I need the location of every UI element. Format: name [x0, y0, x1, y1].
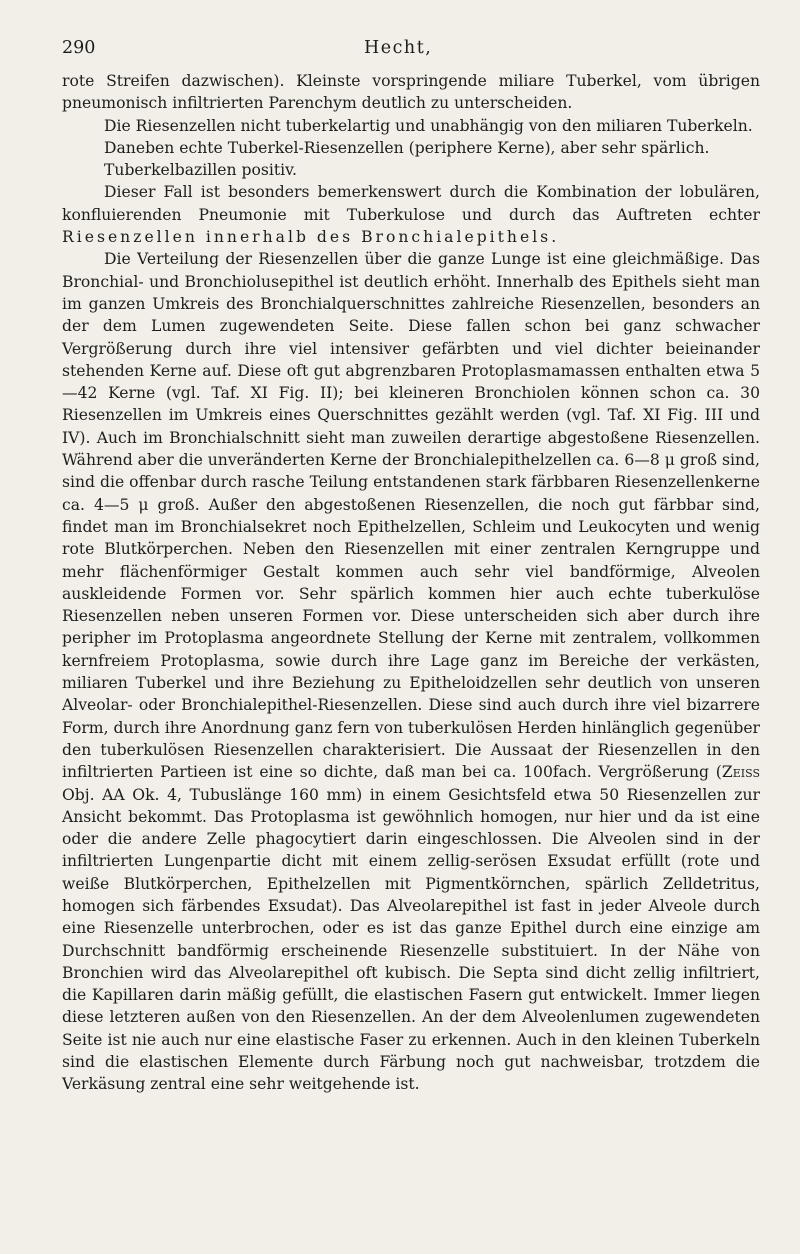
paragraph: Dieser Fall ist besonders bemerkenswert durch die Kombination der lobulären, konfluierenden Pneumonie mit Tuberkulose und durch das Auftreten echter Riesenzellen innerhalb des Bronchialepithels.: [62, 183, 760, 247]
emphasized-phrase: Riesenzellen innerhalb des Bronchialepithels: [62, 228, 552, 247]
page-header: [62, 38, 760, 70]
running-head: Hecht,: [364, 38, 433, 58]
paragraph: Tuberkelbazillen positiv.: [104, 161, 297, 180]
page-number: 290: [62, 38, 96, 58]
body-text: [62, 70, 760, 1096]
author-name: Zeiss: [721, 763, 760, 782]
paragraph: Daneben echte Tuberkel-Riesenzellen (periphere Kerne), aber sehr spärlich.: [104, 138, 710, 157]
paragraph: rote Streifen dazwischen). Kleinste vorspringende miliare Tuberkel, vom übrigen pneumonisch infiltrierten Parenchym deutlich zu unterscheiden.: [62, 72, 760, 113]
paragraph: Die Riesenzellen nicht tuberkelartig und unabhängig von den miliaren Tuberkeln.: [104, 116, 753, 135]
paragraph: Die Verteilung der Riesenzellen über die ganze Lunge ist eine gleichmäßige. Das Bronchial- und Bronchiolusepithel ist deutlich erhöht. Innerhalb des Epithels sieht man im ganzen Umkreis des Bronchialquerschnittes zahlreiche Riesenzellen, besonders an der dem Lumen zugewendeten Seite. Diese fallen schon bei ganz schwacher Vergrößerung durch ihre viel intensiver gefärbten und viel dichter beieinander stehenden Kerne auf. Diese oft gut abgrenzbaren Protoplasmamassen enthalten etwa 5—42 Kerne (vgl. Taf. XI Fig. II); bei kleineren Bronchiolen können schon ca. 30 Riesenzellen im Umkreis eines Querschnittes gezählt werden (vgl. Taf. XI Fig. III und IV). Auch im Bronchialschnitt sieht man zuweilen derartige abgestoßene Riesenzellen. Während aber die unveränderten Kerne der Bronchialepithelzellen ca. 6—8 μ groß sind, sind die offenbar durch rasche Teilung entstandenen stark färbbaren Riesenzellenkerne ca. 4—5 μ groß. Außer den abgestoßenen Riesenzellen, die noch gut färbbar sind, findet man im Bronchialsekret noch Epithelzellen, Schleim und Leukocyten und wenig rote Blutkörperchen. Neben den Riesenzellen mit einer zentralen Kerngruppe und mehr flächenförmiger Gestalt kommen auch sehr viel bandförmige, Alveolen auskleidende Formen vor. Sehr spärlich kommen hier auch echte tuberkulöse Riesenzellen neben unseren Formen vor. Diese unterscheiden sich aber durch ihre peripher im Protoplasma angeordnete Stellung der Kerne mit zentralem, vollkommen kernfreiem Protoplasma, sowie durch ihre Lage ganz im Bereiche der verkästen, miliaren Tuberkel und ihre Beziehung zu Epitheloidzellen sehr deutlich von unseren Alveolar- oder Bronchialepithel-Riesenzellen. Diese sind auch durch ihre viel bizarrere Form, durch ihre Anordnung ganz fern von tuberkulösen Herden hinlänglich gegenüber den tuberkulösen Riesenzellen charakterisiert. Die Aussaat der Riesenzellen in den infiltrierten Partieen ist eine so dichte, daß man bei ca. 100fach. Vergrößerung (Zeiss Obj. AA Ok. 4, Tubuslänge 160 mm) in einem Gesichtsfeld etwa 50 Riesenzellen zur Ansicht bekommt. Das Protoplasma ist gewöhnlich homogen, nur hier und da ist eine oder die andere Zelle phagocytiert darin eingeschlossen. Die Alveolen sind in der infiltrierten Lungenpartie dicht mit einem zellig-serösen Exsudat erfüllt (rote und weiße Blutkörperchen, Epithelzellen mit Pigmentkörnchen, spärlich Zelldetritus, homogen sich färbendes Exsudat). Das Alveolarepithel ist fast in jeder Alveole durch eine Riesenzelle unterbrochen, oder es ist das ganze Epithel durch eine einzige am Durchschnitt bandförmig erscheinende Riesenzelle substituiert. In der Nähe von Bronchien wird das Alveolarepithel oft kubisch. Die Septa sind dicht zellig infiltriert, die Kapillaren darin mäßig gefüllt, die elastischen Fasern gut entwickelt. Immer liegen diese letzteren außen von den Riesenzellen. An der dem Alveolenlumen zugewendeten Seite ist nie auch nur eine elastische Faser zu erkennen. Auch in den kleinen Tuberkeln sind die elastischen Elemente durch Färbung noch gut nachweisbar, trotzdem die Verkäsung zentral eine sehr weitgehende ist.: [62, 250, 760, 1094]
